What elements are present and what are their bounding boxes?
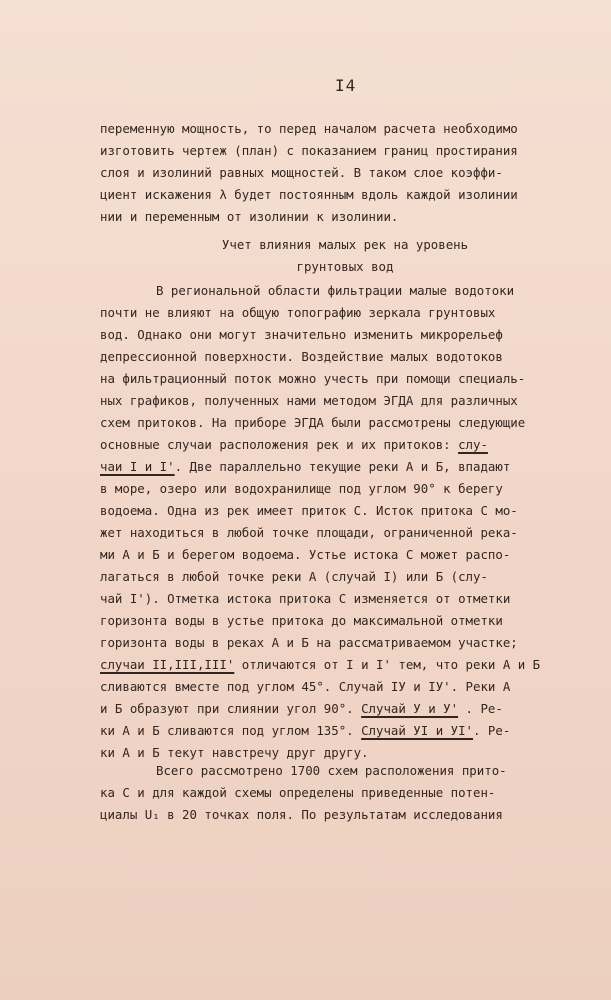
text-line: чай I'). Отметка истока притока С изменяется от отметки	[100, 591, 511, 606]
text-fragment: . Ре-	[473, 723, 511, 738]
text-line: почти не влияют на общую топографию зеркала грунтовых	[100, 305, 496, 320]
text-line: слоя и изолиний равных мощностей. В таком слое коэффи-	[100, 165, 503, 180]
text-line: циалы U₁ в 20 точках поля. По результатам исследования	[100, 807, 503, 822]
text-fragment: . Две параллельно текущие реки А и Б, впадают	[174, 459, 511, 474]
text-line: переменную мощность, то перед началом расчета необходимо	[100, 121, 518, 136]
case-label: Случай УI и УI'	[361, 723, 473, 738]
text-line: горизонта воды в устье притока до максимальной отметки	[100, 613, 503, 628]
text-line: ных графиков, полученных нами методом ЭГДА для различных	[100, 393, 518, 408]
text-fragment: и Б образуют при слиянии угол 90°.	[100, 701, 362, 716]
text-line: циент искажения λ будет постоянным вдоль каждой изолинии	[100, 187, 518, 202]
text-line	[100, 720, 590, 742]
section-heading	[100, 234, 590, 278]
text-fragment: ки А и Б сливаются под углом 135°.	[100, 723, 362, 738]
paragraph-rivers	[100, 280, 590, 764]
text-line: водоема. Одна из рек имеет приток С. Исток притока С мо-	[100, 503, 518, 518]
page-number: I4	[335, 76, 357, 95]
text-line: сливаются вместе под углом 45°. Случай IУ и IУ'. Реки А	[100, 679, 511, 694]
text-line: ми А и Б и берегом водоема. Устье истока С может распо-	[100, 547, 511, 562]
case-label: слу-	[458, 437, 488, 452]
case-label: случаи II,III,III'	[100, 657, 235, 672]
text-line: вод. Однако они могут значительно изменить микрорельеф	[100, 327, 503, 342]
text-line: Всего рассмотрено 1700 схем расположения прито-	[156, 763, 507, 778]
text-line: лагаться в любой точке реки А (случай I) или Б (слу-	[100, 569, 488, 584]
text-line	[100, 434, 590, 456]
text-line: В региональной области фильтрации малые водотоки	[156, 283, 515, 298]
heading-line: Учет влияния малых рек на уровень	[221, 237, 469, 252]
text-line: жет находиться в любой точке площади, ограниченной река-	[100, 525, 518, 540]
text-fragment: отличаются от I и I' тем, что реки А и Б	[234, 657, 541, 672]
text-line: ка С и для каждой схемы определены приведенные потен-	[100, 785, 496, 800]
paragraph-schemes	[100, 760, 590, 826]
case-label: Случай У и У'	[361, 701, 459, 716]
text-line: в море, озеро или водохранилище под углом 90° к берегу	[100, 481, 503, 496]
text-fragment: . Ре-	[458, 701, 503, 716]
text-line: схем притоков. На приборе ЭГДА были рассмотрены следующие	[100, 415, 526, 430]
text-line	[100, 654, 590, 676]
text-line: нии и переменным от изолинии к изолинии.	[100, 209, 399, 224]
case-label: чаи I и I'	[100, 459, 175, 474]
text-line: ки А и Б текут навстречу друг другу.	[100, 745, 369, 760]
text-line: горизонта воды в реках А и Б на рассматриваемом участке;	[100, 635, 518, 650]
text-line	[100, 456, 590, 478]
text-line: депрессионной поверхности. Воздействие малых водотоков	[100, 349, 503, 364]
text-line: изготовить чертеж (план) с показанием границ простирания	[100, 143, 518, 158]
heading-line: грунтовых вод	[296, 259, 394, 274]
text-fragment: основные случаи расположения рек и их притоков:	[100, 437, 459, 452]
paragraph-thickness	[100, 118, 590, 228]
text-line: на фильтрационный поток можно учесть при помощи специаль-	[100, 371, 526, 386]
text-line	[100, 698, 590, 720]
